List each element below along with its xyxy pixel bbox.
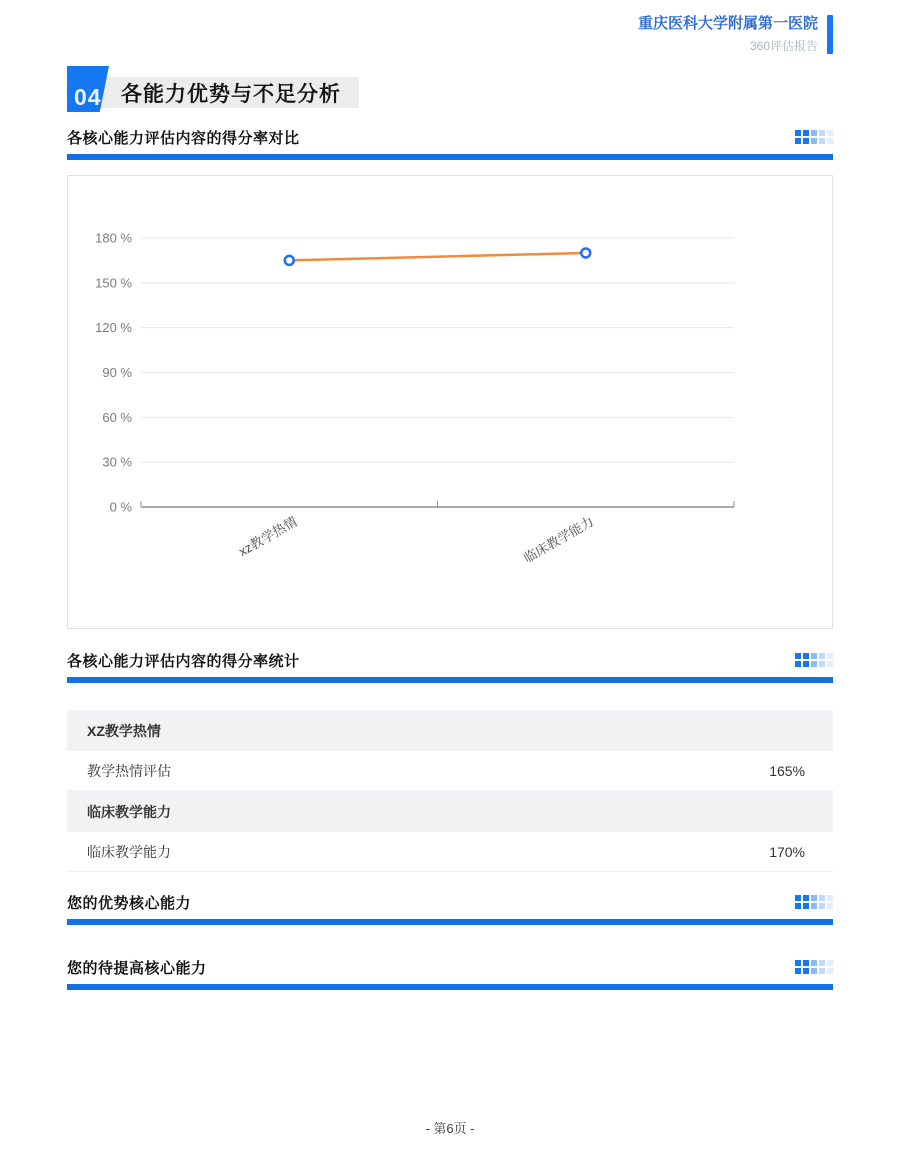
section-chart-heading (67, 127, 833, 160)
section-badge (67, 66, 359, 112)
grid-icon-cell (827, 130, 833, 136)
grid-decoration-icon (795, 130, 833, 144)
grid-icon-cell (803, 960, 809, 966)
svg-text:0 %: 0 % (109, 499, 132, 515)
table-row-label: 教学热情评估 (87, 762, 171, 779)
table-group-header: 临床教学能力 (67, 791, 833, 832)
strengths-section-title: 您的优势核心能力 (67, 894, 192, 912)
grid-icon-cell (819, 968, 825, 974)
table-row (67, 751, 833, 791)
header-accent-bar (827, 15, 833, 54)
section-divider (67, 919, 833, 925)
grid-decoration-icon (795, 653, 833, 667)
grid-icon-cell (811, 960, 817, 966)
grid-icon-cell (795, 138, 801, 144)
grid-icon-cell (803, 653, 809, 659)
section-improvements-heading (67, 957, 833, 990)
grid-icon-cell (819, 960, 825, 966)
svg-text:60 %: 60 % (102, 409, 132, 425)
section-title-strip (75, 77, 359, 108)
grid-icon-cell (827, 895, 833, 901)
svg-text:30 %: 30 % (102, 454, 132, 470)
section-title: 各能力优势与不足分析 (121, 82, 341, 106)
grid-icon-cell (827, 960, 833, 966)
table-row-label: 临床教学能力 (87, 843, 171, 860)
grid-icon-cell (803, 661, 809, 667)
grid-icon-cell (827, 653, 833, 659)
score-rate-table (67, 710, 833, 872)
grid-icon-cell (819, 138, 825, 144)
grid-icon-cell (811, 968, 817, 974)
grid-icon-cell (819, 903, 825, 909)
section-strengths-heading (67, 892, 833, 925)
grid-icon-cell (803, 130, 809, 136)
header-text (638, 15, 818, 54)
table-row-value: 170% (769, 843, 805, 860)
page-number: - 第6页 - (425, 1121, 475, 1136)
svg-text:150 %: 150 % (95, 275, 132, 291)
improvements-section-title: 您的待提高核心能力 (67, 959, 207, 977)
grid-icon-cell (811, 903, 817, 909)
grid-icon-cell (827, 661, 833, 667)
grid-icon-cell (811, 130, 817, 136)
section-divider (67, 154, 833, 160)
score-rate-chart-card (67, 175, 833, 629)
grid-icon-cell (811, 895, 817, 901)
grid-icon-cell (803, 968, 809, 974)
section-divider (67, 677, 833, 683)
chart-section-title: 各核心能力评估内容的得分率对比 (67, 129, 300, 147)
grid-icon-cell (811, 653, 817, 659)
grid-icon-cell (827, 968, 833, 974)
grid-icon-cell (795, 130, 801, 136)
grid-icon-cell (795, 653, 801, 659)
grid-icon-cell (795, 968, 801, 974)
grid-icon-cell (803, 138, 809, 144)
table-row-value: 165% (769, 762, 805, 779)
grid-icon-cell (795, 661, 801, 667)
table-row (67, 832, 833, 872)
table-group-header: XZ教学热情 (67, 710, 833, 751)
grid-icon-cell (811, 661, 817, 667)
grid-icon-cell (819, 130, 825, 136)
grid-icon-cell (819, 661, 825, 667)
grid-icon-cell (819, 895, 825, 901)
grid-decoration-icon (795, 895, 833, 909)
grid-icon-cell (827, 138, 833, 144)
svg-text:180 %: 180 % (95, 230, 132, 246)
section-divider (67, 984, 833, 990)
score-rate-line-chart (68, 176, 832, 628)
svg-text:xz教学热情: xz教学热情 (235, 513, 300, 560)
grid-icon-cell (827, 903, 833, 909)
page-header (638, 15, 833, 54)
grid-icon-cell (803, 895, 809, 901)
svg-text:临床教学能力: 临床教学能力 (521, 513, 597, 566)
grid-icon-cell (795, 895, 801, 901)
report-type-label: 360评估报告 (749, 39, 818, 53)
svg-text:90 %: 90 % (102, 365, 132, 380)
svg-text:120 %: 120 % (95, 320, 132, 336)
grid-icon-cell (811, 138, 817, 144)
grid-icon-cell (795, 903, 801, 909)
section-number: 04 (74, 84, 102, 110)
grid-decoration-icon (795, 960, 833, 974)
table-section-title: 各核心能力评估内容的得分率统计 (67, 652, 300, 670)
grid-icon-cell (795, 960, 801, 966)
organization-name: 重庆医科大学附属第一医院 (637, 15, 818, 32)
section-table-heading (67, 650, 833, 683)
grid-icon-cell (803, 903, 809, 909)
grid-icon-cell (819, 653, 825, 659)
